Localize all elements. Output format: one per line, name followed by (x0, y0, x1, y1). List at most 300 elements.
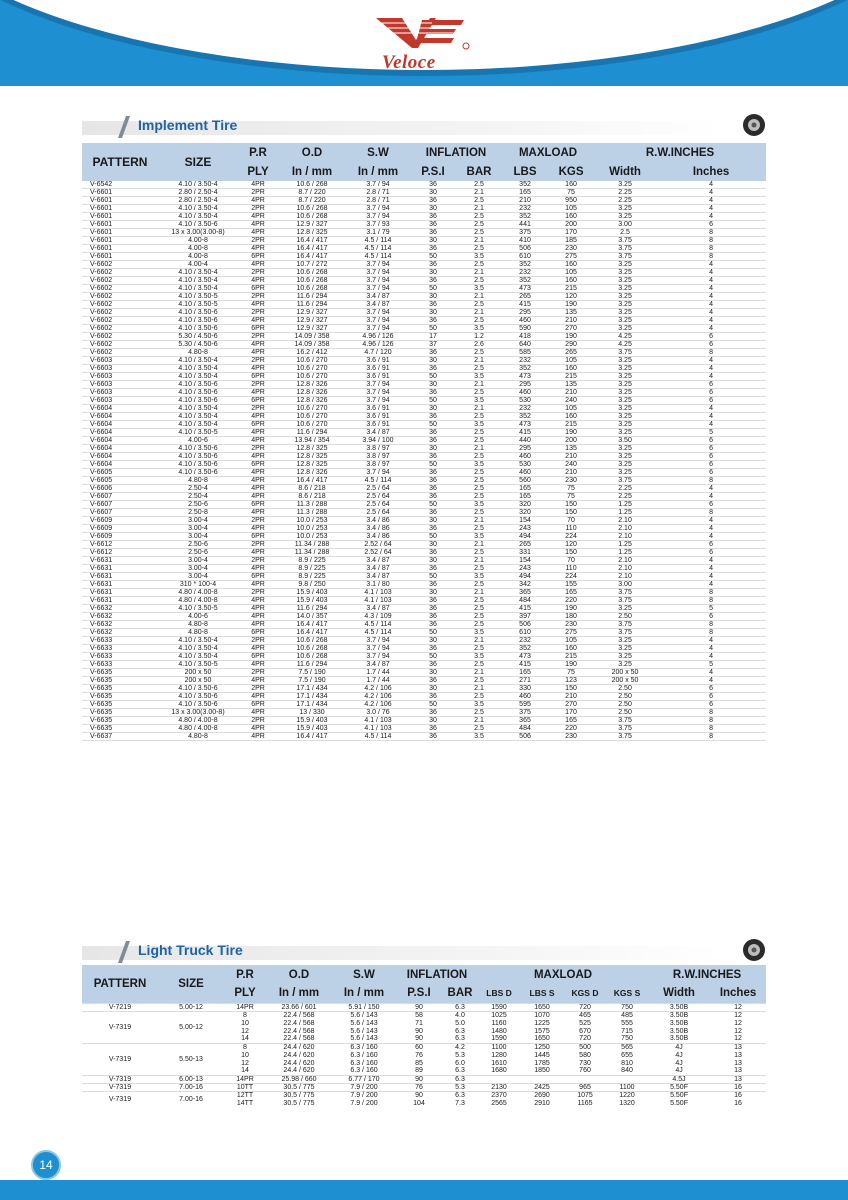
table-cell: 2.1 (474, 237, 484, 244)
table-cell: V-6632 (90, 629, 113, 636)
col-od: O.D (278, 143, 346, 162)
table-row (82, 501, 766, 509)
table-cell: 50 (429, 573, 437, 580)
table-cell: 6.3 (455, 1091, 465, 1099)
table-cell: 50 (429, 653, 437, 660)
table-cell: 8 (709, 229, 713, 236)
table-cell: 3.7 / 94 (366, 269, 390, 276)
table-cell: 5.6 / 143 (350, 1027, 378, 1035)
table-cell: 750 (621, 1003, 633, 1011)
table-cell: 17 (429, 333, 437, 340)
table-cell: 2.1 (474, 717, 484, 724)
table-cell: 3.5 (474, 573, 484, 580)
table-cell: 30 (429, 357, 437, 364)
table-cell: 473 (519, 285, 531, 292)
table-cell: 105 (565, 269, 577, 276)
col-inflation: INFLATION (396, 965, 478, 984)
table-cell: 6.3 / 160 (350, 1059, 378, 1067)
table-cell: 5.6 / 143 (350, 1011, 378, 1019)
table-cell: 3.7 / 94 (366, 181, 390, 188)
table-cell: 3.00-4 (188, 517, 208, 524)
table-cell: 10.6 / 270 (296, 405, 328, 412)
table-cell: 5 (709, 605, 713, 612)
group-pattern: V-7319 (108, 1075, 132, 1083)
table-cell: 6.3 (455, 1003, 465, 1011)
table-cell: 13 x 3.00(3.00-8) (171, 229, 225, 236)
table-row (82, 597, 766, 605)
table-cell: 3.25 (618, 269, 632, 276)
table-cell: 473 (519, 653, 531, 660)
table-row (82, 325, 766, 333)
col-rw-inches: R.W.INCHES (648, 965, 766, 984)
table-cell: V-6631 (90, 565, 113, 572)
table-cell: 70 (567, 517, 575, 524)
table-cell: 3.5 (474, 653, 484, 660)
table-row (82, 493, 766, 501)
table-cell: 4PR (251, 677, 265, 684)
table-cell: 150 (565, 685, 577, 692)
table-cell: 3.7 / 94 (366, 389, 390, 396)
table-cell: 1680 (491, 1067, 507, 1075)
table-cell: 5 (709, 661, 713, 668)
table-cell: 2.5 (474, 365, 484, 372)
table-cell: 3.5 (474, 253, 484, 260)
table-cell: 2PR (251, 237, 265, 244)
table-cell: 3.25 (618, 325, 632, 332)
table-cell: V-6601 (90, 189, 113, 196)
table-cell: 30 (429, 685, 437, 692)
table-cell: V-6603 (90, 373, 113, 380)
table-cell: 24.4 / 620 (283, 1067, 315, 1075)
table-row (82, 373, 766, 381)
table-cell: 3.7 / 94 (366, 277, 390, 284)
table-row (82, 461, 766, 469)
table-cell: V-6542 (90, 181, 113, 188)
table-cell: 232 (519, 357, 531, 364)
table-cell: 150 (565, 509, 577, 516)
table-cell: 4PR (251, 733, 265, 740)
table-cell: 4PR (251, 349, 265, 356)
table-row (82, 565, 766, 573)
table-cell: 14.0 / 357 (296, 613, 328, 620)
table-cell: 50 (429, 325, 437, 332)
table-cell: 2.80 / 2.50-4 (178, 189, 218, 196)
table-cell: 24.4 / 620 (283, 1059, 315, 1067)
group-size: 5.50-13 (179, 1055, 203, 1063)
table-cell: 8 (709, 629, 713, 636)
table-cell: 4.96 / 126 (362, 341, 394, 348)
table-cell: 595 (519, 701, 531, 708)
table-cell: V-6609 (90, 533, 113, 540)
table-cell: 8 (709, 477, 713, 484)
table-row (82, 245, 766, 253)
table-cell: 75 (567, 189, 575, 196)
table-cell: 4.80-8 (188, 629, 208, 636)
table-cell: 3.4 / 87 (366, 605, 390, 612)
table-cell: 4PR (251, 597, 265, 604)
table-cell: 2.5 (474, 621, 484, 628)
table-cell: 6 (709, 341, 713, 348)
table-cell: 30 (429, 309, 437, 316)
table-cell: 3.75 (618, 253, 632, 260)
table-cell: 90 (415, 1035, 423, 1043)
table-cell: 6PR (251, 285, 265, 292)
table-cell: 4 (709, 293, 713, 300)
table-cell: 4.80-8 (188, 621, 208, 628)
table-cell: 1220 (619, 1091, 635, 1099)
group-pattern: V-7319 (108, 1095, 132, 1103)
table-cell: 1320 (619, 1099, 635, 1107)
table-cell: 36 (429, 661, 437, 668)
table-cell: 3.25 (618, 469, 632, 476)
table-cell: 4PR (251, 213, 265, 220)
table-cell: 4.25 (618, 333, 632, 340)
table-cell: 160 (565, 277, 577, 284)
table-cell: 135 (565, 445, 577, 452)
table-cell: 3.25 (618, 653, 632, 660)
table-cell: 2.25 (618, 485, 632, 492)
table-cell: 3.25 (618, 405, 632, 412)
table-cell: 4PR (251, 453, 265, 460)
table-cell: 215 (565, 653, 577, 660)
table-cell: 9.8 / 250 (298, 581, 326, 588)
table-cell: 3.25 (618, 277, 632, 284)
table-row (82, 413, 766, 421)
footer-bar (0, 1180, 848, 1200)
table-cell: 265 (519, 541, 531, 548)
light-truck-title: Light Truck Tire (138, 942, 243, 958)
table-cell: 12.8 / 326 (296, 397, 328, 404)
table-cell: 36 (429, 469, 437, 476)
table-cell: 3.5 (474, 733, 484, 740)
table-cell: 12.8 / 325 (296, 453, 328, 460)
table-row (82, 301, 766, 309)
table-cell: 215 (565, 285, 577, 292)
table-cell: 8.6 / 218 (298, 493, 326, 500)
table-cell: 30.5 / 775 (283, 1083, 315, 1091)
table-cell: 2.5 (474, 245, 484, 252)
table-cell: 3.00-4 (188, 573, 208, 580)
table-cell: 4PR (251, 317, 265, 324)
table-cell: 30 (429, 541, 437, 548)
table-cell: 230 (565, 245, 577, 252)
table-cell: 4PR (251, 245, 265, 252)
table-cell: 3.6 / 91 (366, 413, 390, 420)
table-cell: 5.6 / 143 (350, 1019, 378, 1027)
table-cell: 2.5 (474, 453, 484, 460)
table-cell: 4.80-8 (188, 733, 208, 740)
table-cell: 30 (429, 557, 437, 564)
table-row (82, 525, 766, 533)
table-cell: 36 (429, 213, 437, 220)
table-cell: 2.52 / 64 (364, 549, 392, 556)
table-cell: 8 (709, 733, 713, 740)
table-cell: 3.7 / 94 (366, 261, 390, 268)
table-cell: 2.25 (618, 189, 632, 196)
table-cell: 352 (519, 645, 531, 652)
brand-logo (372, 14, 472, 76)
table-cell: 2PR (251, 445, 265, 452)
table-cell: 36 (429, 677, 437, 684)
table-row (82, 285, 766, 293)
table-cell: V-6603 (90, 389, 113, 396)
table-cell: 210 (565, 453, 577, 460)
table-cell: 10.6 / 268 (296, 205, 328, 212)
table-cell: V-6632 (90, 605, 113, 612)
table-cell: 2.5 / 64 (366, 509, 390, 516)
table-cell: 30 (429, 517, 437, 524)
table-cell (606, 1075, 648, 1083)
table-cell: 4 (709, 405, 713, 412)
table-cell: 1280 (491, 1051, 507, 1059)
table-row (82, 317, 766, 325)
table-cell: 3.25 (618, 445, 632, 452)
table-cell: 3.4 / 87 (366, 301, 390, 308)
table-cell: 4PR (251, 581, 265, 588)
table-cell: 3.94 / 100 (362, 437, 394, 444)
table-cell: 10.6 / 268 (296, 285, 328, 292)
table-cell: 2PR (251, 357, 265, 364)
table-cell: 7.9 / 200 (350, 1083, 378, 1091)
table-cell: 4.10 / 3.50-6 (178, 389, 218, 396)
table-cell: V-6635 (90, 669, 113, 676)
table-cell: 950 (565, 197, 577, 204)
table-cell: 506 (519, 245, 531, 252)
table-cell: 2.5 (474, 509, 484, 516)
table-cell: 6 (709, 333, 713, 340)
table-cell: 4PR (251, 277, 265, 284)
table-cell: 30.5 / 775 (283, 1099, 315, 1107)
table-cell: 5.50F (670, 1083, 688, 1091)
table-cell: 720 (579, 1035, 591, 1043)
table-cell: 1850 (534, 1067, 550, 1075)
table-cell: 6.3 / 160 (350, 1043, 378, 1051)
table-cell: 3.25 (618, 293, 632, 300)
table-row (82, 213, 766, 221)
table-cell: V-6612 (90, 549, 113, 556)
table-cell: 160 (565, 213, 577, 220)
table-row (82, 621, 766, 629)
table-cell: 4PR (251, 645, 265, 652)
table-cell: 3.6 / 91 (366, 405, 390, 412)
table-cell: 2PR (251, 669, 265, 676)
table-row (82, 269, 766, 277)
table-cell: 12.8 / 325 (296, 445, 328, 452)
table-cell: 4 (709, 677, 713, 684)
table-cell: 4.5 / 114 (364, 237, 392, 244)
table-cell: 10.0 / 253 (296, 517, 328, 524)
table-cell: 13 (734, 1059, 742, 1067)
table-cell: 11.6 / 294 (296, 293, 328, 300)
table-cell: 295 (519, 309, 531, 316)
table-cell: 1590 (491, 1003, 507, 1011)
table-cell: 6PR (251, 373, 265, 380)
table-cell: 320 (519, 501, 531, 508)
table-row (82, 445, 766, 453)
table-cell: 50 (429, 533, 437, 540)
table-cell: 36 (429, 453, 437, 460)
table-cell: 3.5 (474, 325, 484, 332)
table-cell: 16.4 / 417 (296, 245, 328, 252)
col-maxload: MAXLOAD (502, 143, 594, 162)
table-cell: 2.1 (474, 557, 484, 564)
table-cell: 2.1 (474, 381, 484, 388)
table-cell: 494 (519, 533, 531, 540)
table-row (82, 645, 766, 653)
table-cell: 3.25 (618, 301, 632, 308)
col-maxload: MAXLOAD (478, 965, 648, 984)
table-cell: 2.5 (474, 693, 484, 700)
subcol-bar: BAR (456, 162, 502, 181)
table-cell: 4PR (251, 389, 265, 396)
table-cell: 5.30 / 4.50-6 (178, 341, 218, 348)
table-cell: 36 (429, 733, 437, 740)
table-cell: 2370 (491, 1091, 507, 1099)
table-cell: 190 (565, 661, 577, 668)
table-cell: V-6609 (90, 517, 113, 524)
table-cell: 6.3 (455, 1035, 465, 1043)
table-row (82, 1083, 766, 1091)
table-cell: 30 (429, 717, 437, 724)
table-cell: 15.9 / 403 (296, 725, 328, 732)
table-cell: 2.52 / 64 (364, 541, 392, 548)
table-cell: V-6631 (90, 597, 113, 604)
brand-name: Veloce (382, 52, 436, 73)
table-cell: 30 (429, 669, 437, 676)
table-cell: 4.00-6 (188, 437, 208, 444)
table-cell: 3.00-4 (188, 557, 208, 564)
table-cell: 12 (734, 1019, 742, 1027)
table-cell: 2.5 (474, 349, 484, 356)
table-cell: 760 (579, 1067, 591, 1075)
table-row (82, 613, 766, 621)
table-cell: 3.1 / 80 (366, 581, 390, 588)
table-cell: 4PR (251, 437, 265, 444)
table-cell: 418 (519, 333, 531, 340)
table-cell: 154 (519, 557, 531, 564)
table-cell: 6.3 (455, 1067, 465, 1075)
table-cell: V-6602 (90, 261, 113, 268)
table-cell: 36 (429, 605, 437, 612)
subcol-width: Width (648, 984, 710, 1003)
table-cell: 610 (519, 253, 531, 260)
table-cell: 7.3 (455, 1099, 465, 1107)
table-cell: 4.25 (618, 341, 632, 348)
implement-title: Implement Tire (138, 117, 238, 133)
table-cell: 4PR (251, 197, 265, 204)
table-cell: 6PR (251, 501, 265, 508)
table-cell: 50 (429, 461, 437, 468)
table-cell: 36 (429, 477, 437, 484)
table-cell: 4PR (251, 181, 265, 188)
table-cell: 840 (621, 1067, 633, 1075)
table-row (82, 229, 766, 237)
table-cell: 1590 (491, 1035, 507, 1043)
table-cell: V-6604 (90, 437, 113, 444)
table-cell: 37 (429, 341, 437, 348)
table-cell: 1.7 / 44 (366, 677, 390, 684)
table-cell: 75 (567, 493, 575, 500)
table-cell: 4.10 / 3.50-6 (178, 445, 218, 452)
table-cell: 50 (429, 421, 437, 428)
table-cell: 3.7 / 94 (366, 317, 390, 324)
table-cell: 30 (429, 445, 437, 452)
table-cell: 1.25 (618, 501, 632, 508)
table-cell: 4 (709, 373, 713, 380)
table-cell: 3.75 (618, 733, 632, 740)
table-cell: 6 (709, 453, 713, 460)
table-cell: 4.00-8 (188, 237, 208, 244)
group-pattern: V-7219 (108, 1003, 132, 1011)
table-cell: 3.25 (618, 381, 632, 388)
table-cell: 494 (519, 573, 531, 580)
table-cell: 6PR (251, 253, 265, 260)
table-cell: 12 (241, 1027, 249, 1035)
table-cell: 2.1 (474, 189, 484, 196)
table-cell: 75 (567, 485, 575, 492)
table-cell: 465 (579, 1011, 591, 1019)
table-cell: 36 (429, 261, 437, 268)
table-cell: 2.5 (474, 437, 484, 444)
table-cell: 6 (709, 469, 713, 476)
light-truck-section-header (82, 938, 768, 964)
table-cell: V-6607 (90, 509, 113, 516)
table-cell: 15.9 / 403 (296, 717, 328, 724)
table-cell: 4J (675, 1067, 683, 1075)
table-cell: 4 (709, 301, 713, 308)
col-pr: P.R (224, 965, 266, 984)
table-row (82, 725, 766, 733)
table-cell: 3.00-4 (188, 533, 208, 540)
table-cell: 6 (709, 381, 713, 388)
table-cell: 2.5 (474, 605, 484, 612)
table-cell: 720 (579, 1003, 591, 1011)
table-cell: 1250 (534, 1043, 550, 1051)
table-cell: 2565 (491, 1099, 507, 1107)
table-cell: 36 (429, 365, 437, 372)
table-cell: 155 (565, 581, 577, 588)
subcol-kgs-d: KGS D (564, 984, 606, 1003)
table-cell: 3.25 (618, 413, 632, 420)
table-cell: 1.25 (618, 541, 632, 548)
table-cell: 2PR (251, 557, 265, 564)
table-cell: 230 (565, 477, 577, 484)
table-cell: 120 (565, 293, 577, 300)
table-cell: 3.25 (618, 213, 632, 220)
table-cell: 365 (519, 717, 531, 724)
table-cell: 4 (709, 645, 713, 652)
table-cell: 17.1 / 434 (296, 685, 328, 692)
table-cell: 8 (709, 597, 713, 604)
table-cell: 4 (709, 365, 713, 372)
table-cell: V-6602 (90, 293, 113, 300)
table-cell: 2.10 (618, 573, 632, 580)
table-cell: 506 (519, 733, 531, 740)
table-cell: 3.25 (618, 389, 632, 396)
slash-icon (118, 941, 130, 963)
table-cell: 30 (429, 237, 437, 244)
table-cell: 4.10 / 3.50-4 (178, 413, 218, 420)
table-cell: 4.10 / 3.50-4 (178, 269, 218, 276)
table-cell: 36 (429, 301, 437, 308)
table-row (82, 429, 766, 437)
table-cell: 415 (519, 301, 531, 308)
table-cell: 50 (429, 253, 437, 260)
table-cell: 105 (565, 205, 577, 212)
table-cell: 6PR (251, 533, 265, 540)
table-cell: 4.2 / 106 (364, 693, 392, 700)
table-cell: 3.50 (618, 437, 632, 444)
